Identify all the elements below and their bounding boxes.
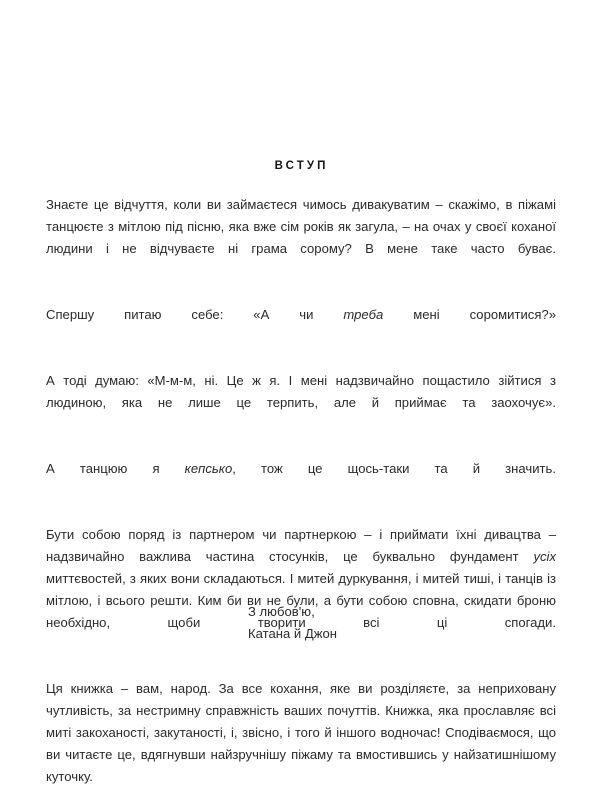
signature-authors: Катана й Джон [248, 626, 337, 641]
paragraph [46, 370, 556, 436]
emphasis-text: кепсько [184, 461, 233, 476]
signature-salutation: З любов'ю, [248, 604, 315, 619]
emphasis-text: усіх [533, 549, 556, 564]
body-text: , тож це щось-таки та й значить. [232, 461, 556, 476]
body-text: Знаєте це відчуття, коли ви займаєтеся чимось дивакуватим – скажімо, в піжамі танцюєте з мітлою під пісню, яка вже сім років як загула, – на очах у своєї коханої людини і не відчуваєте ні грама сорому? В мене таке часто буває. [46, 197, 556, 256]
paragraph [46, 458, 556, 502]
paragraph [46, 304, 556, 348]
body-text-block [46, 194, 556, 810]
paragraph [46, 678, 556, 810]
body-text: Бути собою поряд із партнером чи партнеркою – і приймати їхні дивацтва – надзвичайно важлива частина стосунків, це буквально фундамент [46, 527, 556, 564]
body-text: А тоді думаю: «М-м-м, ні. Це ж я. І мені надзвичайно пощастило зійтися з людиною, яка не лише це терпить, але й приймає та заохочує». [46, 373, 556, 410]
body-text: Спершу питаю себе: «А чи [46, 307, 344, 322]
signature-block [248, 601, 337, 645]
emphasis-text: треба [343, 307, 384, 322]
body-text: А танцюю я [46, 461, 185, 476]
body-text: мені соромитися?» [383, 307, 556, 322]
body-text: Ця книжка – вам, народ. За все кохання, яке ви розділяєте, за неприховану чутливість, за нестримну справжність ваших почуттів. Книжка, яка прославляє всі миті закоханості, закутаності, і, звісно, і того й іншого водночас! Сподіваємося, що ви читаєте це, вдягнувши найзручнішу піжаму та вмостившись у найзатишнішому куточку. [46, 681, 556, 784]
paragraph [46, 194, 556, 282]
chapter-heading: ВСТУП [274, 160, 329, 172]
body-text: миттєвостей, з яких вони складаються. І митей дуркування, і митей тиші, і танців із мітлою, і всього решти. Ким би ви не були, а бути собою сповна, скидати броню необхідно, щоби творити всі ці спогади. [46, 571, 556, 630]
